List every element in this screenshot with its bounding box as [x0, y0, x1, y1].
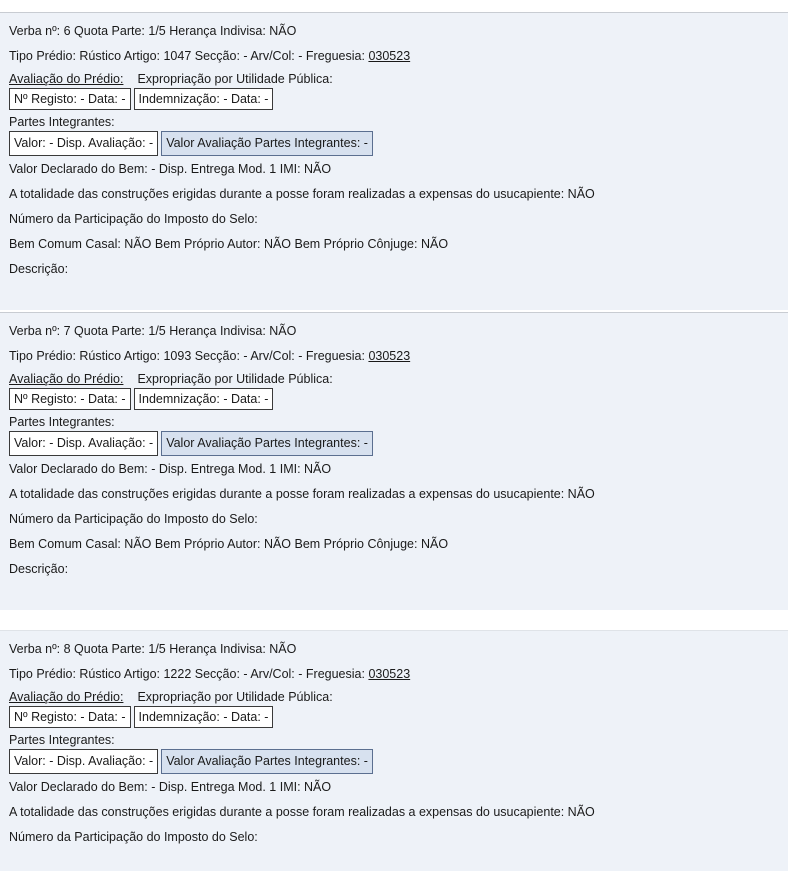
tipo-predio-text: Tipo Prédio: Rústico Artigo: 1222 Secção: - Arv/Col: - Freguesia:	[9, 667, 369, 681]
partes-integrantes-label: Partes Integrantes:	[9, 733, 115, 747]
valor-declarado: Valor Declarado do Bem: - Disp. Entrega Mod. 1 IMI: NÃO	[9, 162, 332, 176]
valor-disp-box: Valor: - Disp. Avaliação: -	[9, 749, 158, 774]
avaliacao-label: Avaliação do Prédio:	[9, 72, 124, 86]
avaliacao-row	[9, 370, 788, 388]
valor-disp-box: Valor: - Disp. Avaliação: -	[9, 131, 158, 156]
freguesia-link[interactable]: 030523	[368, 667, 411, 681]
indemnizacao-box: Indemnização: - Data: -	[134, 88, 274, 110]
partes-integrantes-label: Partes Integrantes:	[9, 115, 115, 129]
numero-participacao: Número da Participação do Imposto do Selo:	[9, 512, 258, 526]
indemnizacao-box: Indemnização: - Data: -	[134, 388, 274, 410]
valor-partes-box: Valor Avaliação Partes Integrantes: -	[161, 431, 373, 456]
valor-declarado: Valor Declarado do Bem: - Disp. Entrega Mod. 1 IMI: NÃO	[9, 780, 332, 794]
verba-header: Verba nº: 6 Quota Parte: 1/5 Herança Indivisa: NÃO	[9, 24, 297, 38]
partes-boxes	[9, 131, 788, 156]
registo-boxes	[9, 388, 788, 410]
tipo-predio-text: Tipo Prédio: Rústico Artigo: 1093 Secção: - Arv/Col: - Freguesia:	[9, 349, 369, 363]
totalidade-construcoes: A totalidade das construções erigidas durante a posse foram realizadas a expensas do usucapiente: NÃO	[9, 805, 595, 819]
registo-box: Nº Registo: - Data: -	[9, 88, 131, 110]
freguesia-link[interactable]: 030523	[368, 49, 411, 63]
numero-participacao: Número da Participação do Imposto do Selo:	[9, 830, 258, 844]
verba-header: Verba nº: 8 Quota Parte: 1/5 Herança Indivisa: NÃO	[9, 642, 297, 656]
verba-card	[0, 312, 788, 610]
partes-boxes	[9, 749, 788, 774]
verba-card	[0, 12, 788, 310]
partes-integrantes-label: Partes Integrantes:	[9, 415, 115, 429]
tipo-predio-line	[9, 662, 788, 687]
partes-boxes	[9, 431, 788, 456]
valor-declarado: Valor Declarado do Bem: - Disp. Entrega Mod. 1 IMI: NÃO	[9, 462, 332, 476]
valor-disp-box: Valor: - Disp. Avaliação: -	[9, 431, 158, 456]
descricao: Descrição:	[9, 562, 69, 576]
registo-box: Nº Registo: - Data: -	[9, 388, 131, 410]
avaliacao-label: Avaliação do Prédio:	[9, 372, 124, 386]
numero-participacao: Número da Participação do Imposto do Selo:	[9, 212, 258, 226]
verba-header: Verba nº: 7 Quota Parte: 1/5 Herança Indivisa: NÃO	[9, 324, 297, 338]
expropriacao-label: Expropriação por Utilidade Pública:	[137, 372, 333, 386]
avaliacao-row	[9, 70, 788, 88]
registo-boxes	[9, 706, 788, 728]
registo-boxes	[9, 88, 788, 110]
tipo-predio-text: Tipo Prédio: Rústico Artigo: 1047 Secção: - Arv/Col: - Freguesia:	[9, 49, 369, 63]
freguesia-link[interactable]: 030523	[368, 349, 411, 363]
bem-comum: Bem Comum Casal: NÃO Bem Próprio Autor: NÃO Bem Próprio Cônjuge: NÃO	[9, 237, 449, 251]
totalidade-construcoes: A totalidade das construções erigidas durante a posse foram realizadas a expensas do usucapiente: NÃO	[9, 187, 595, 201]
valor-partes-box: Valor Avaliação Partes Integrantes: -	[161, 131, 373, 156]
tipo-predio-line	[9, 344, 788, 369]
bem-comum: Bem Comum Casal: NÃO Bem Próprio Autor: NÃO Bem Próprio Cônjuge: NÃO	[9, 537, 449, 551]
descricao: Descrição:	[9, 262, 69, 276]
valor-partes-box: Valor Avaliação Partes Integrantes: -	[161, 749, 373, 774]
registo-box: Nº Registo: - Data: -	[9, 706, 131, 728]
indemnizacao-box: Indemnização: - Data: -	[134, 706, 274, 728]
verba-card	[0, 630, 788, 871]
avaliacao-row	[9, 688, 788, 706]
expropriacao-label: Expropriação por Utilidade Pública:	[137, 72, 333, 86]
tipo-predio-line	[9, 44, 788, 69]
avaliacao-label: Avaliação do Prédio:	[9, 690, 124, 704]
totalidade-construcoes: A totalidade das construções erigidas durante a posse foram realizadas a expensas do usucapiente: NÃO	[9, 487, 595, 501]
expropriacao-label: Expropriação por Utilidade Pública:	[137, 690, 333, 704]
